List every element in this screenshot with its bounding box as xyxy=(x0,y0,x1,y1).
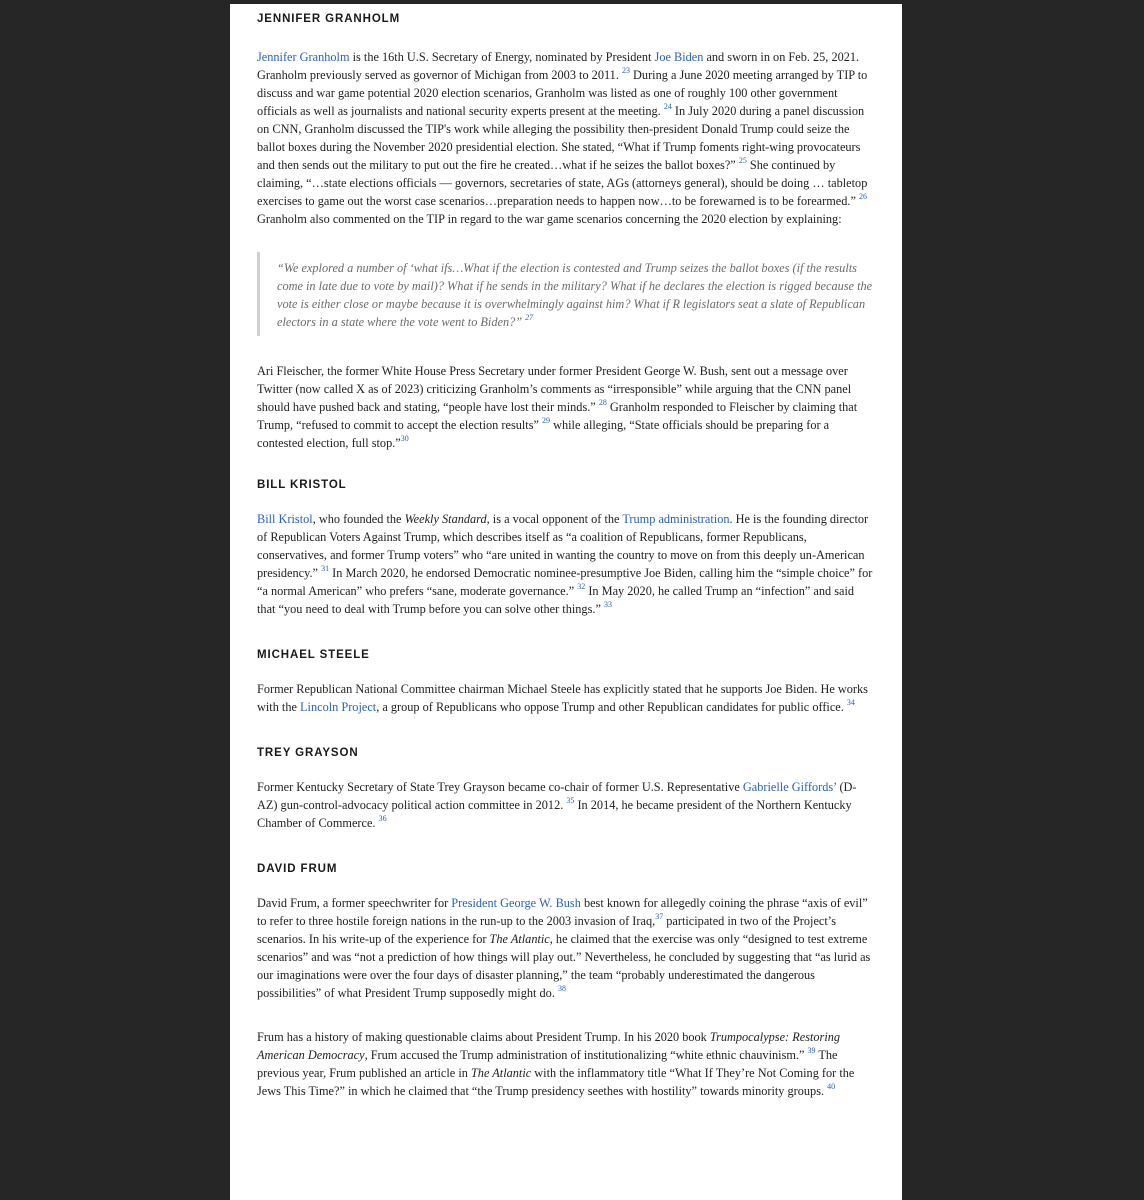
footnote-ref[interactable]: 30 xyxy=(400,433,409,443)
footnote-ref[interactable]: 35 xyxy=(566,795,575,805)
link-gabrielle-giffords[interactable]: Gabrielle Giffords’ xyxy=(742,780,837,794)
footnote-ref[interactable]: 37 xyxy=(655,911,664,921)
kristol-paragraph: Bill Kristol, who founded the Weekly Standard, is a vocal opponent of the Trump administration. He is the founding director of Republican Voters Against Trump, which describes itself as “a coalition of Republicans, former Republicans, conservatives, and former Trump voters” who “are united in wanting the country to move on from this deeply un-American presidency.” $^{31}$ In March 2020, he endorsed Democratic nominee-presumptive Joe Biden, calling him the “simple choice” for “a normal American” who prefers “sane, moderate governance.” $^{32}$ In May 2020, he called Trump an “infection” and said that “you need to deal with Trump before you can solve other things.” $^{33}$ xyxy=(257,512,873,616)
section-heading-granholm: JENNIFER GRANHOLM xyxy=(257,13,401,25)
link-trump-administration[interactable]: Trump administration xyxy=(622,512,730,526)
footnote-ref[interactable]: 36 xyxy=(378,813,387,823)
steele-paragraph: Former Republican National Committee chairman Michael Steele has explicitly stated that he supports Joe Biden. He works with the Lincoln Project, a group of Republicans who oppose Trump and other Republican candidates for public office. $^{34}$ xyxy=(257,682,868,714)
link-jennifer-granholm[interactable]: Jennifer Granholm xyxy=(257,50,350,64)
link-bill-kristol[interactable]: Bill Kristol xyxy=(257,512,313,526)
section-heading-kristol: BILL KRISTOL xyxy=(257,479,347,491)
footnote-ref[interactable]: 24 xyxy=(663,101,672,111)
footnote-ref[interactable]: 33 xyxy=(603,599,612,609)
section-heading-steele: MICHAEL STEELE xyxy=(257,649,370,661)
footnote-ref[interactable]: 39 xyxy=(807,1045,816,1055)
footnote-ref[interactable]: 40 xyxy=(827,1081,836,1091)
link-george-w-bush[interactable]: President George W. Bush xyxy=(451,896,581,910)
section-heading-grayson: TREY GRAYSON xyxy=(257,747,359,759)
footnote-ref[interactable]: 23 xyxy=(621,65,630,75)
granholm-paragraph-1: Jennifer Granholm is the 16th U.S. Secretary of Energy, nominated by President Joe Biden and sworn in on Feb. 25, 2021. Granholm previously served as governor of Michigan from 2003 to 2011. $^{23}$ During a June 2020 meeting arranged by TIP to discuss and war game potential 2020 election scenarios, Granholm was listed as one of roughly 100 other government officials as well as journalists and national security experts present at the meeting. $^{24}$ In July 2020 during a panel discussion on CNN, Granholm discussed the TIP's work while alleging the possibility then-president Donald Trump could seize the ballot boxes during the November 2020 presidential election. She stated, “What if Trump foments right-wing provocateurs and then sends out the military to put out the fire he created…what if he seizes the ballot boxes?” $^{25}$ She continued by claiming, “…state elections officials — governors, secretaries of state, AGs (attorneys general), should be doing … tabletop exercises to game out the worst case scenarios…preparation needs to happen now…to be forewarned is to be forearmed.” $^{26}$ Granholm also commented on the TIP in regard to the war game scenarios concerning the 2020 election by explaining: xyxy=(257,50,868,226)
footnote-ref[interactable]: 28 xyxy=(598,397,607,407)
footnote-ref[interactable]: 32 xyxy=(577,581,586,591)
link-joe-biden[interactable]: Joe Biden xyxy=(654,50,704,64)
footnote-ref[interactable]: 29 xyxy=(542,415,551,425)
granholm-blockquote: “We explored a number of ‘what ifs…What if the election is contested and Trump seizes the ballot boxes (if the results come in late due to vote by mail)? What if he sends in the military? What if he declares the election is rigged because the vote is either close or maybe because it is overwhelmingly against him? What if R legislators seat a slate of Republican electors in a state where the vote went to Biden?” $^{27}$ xyxy=(257,252,874,336)
footnote-ref[interactable]: 38 xyxy=(557,983,566,993)
section-heading-frum: DAVID FRUM xyxy=(257,863,338,875)
frum-paragraph-2: Frum has a history of making questionable claims about President Trump. In his 2020 book Trumpocalypse: Restoring American Democracy, Frum accused the Trump administration of institutionalizing “white ethnic chauvinism.” $^{39}$ The previous year, Frum published an article in The Atlantic with the inflammatory title “What If They’re Not Coming for the Jews This Time?” in which he claimed that “the Trump presidency seethes with hostility” towards minority groups. $^{40}$ xyxy=(257,1030,855,1098)
footnote-ref[interactable]: 34 xyxy=(846,697,855,707)
link-lincoln-project[interactable]: Lincoln Project xyxy=(300,700,377,714)
granholm-paragraph-2: Ari Fleischer, the former White House Press Secretary under former President George W. Bush, sent out a message over Twitter (now called X as of 2023) criticizing Granholm’s comments as “irresponsible” while arguing that the CNN panel should have pushed back and stating, “people have lost their minds.” $^{28}$ Granholm responded to Fleischer by claiming that Trump, “refused to commit to accept the election results” $^{29}$ while alleging, “State officials should be preparing for a contested election, full stop.”$^{30}$ xyxy=(257,364,858,450)
footnote-ref[interactable]: 31 xyxy=(321,563,330,573)
footnote-ref[interactable]: 25 xyxy=(738,155,747,165)
footnote-ref[interactable]: 26 xyxy=(858,191,867,201)
article-page xyxy=(230,4,902,1200)
frum-paragraph-1: David Frum, a former speechwriter for President George W. Bush best known for allegedly coining the phrase “axis of evil” to refer to three hostile foreign nations in the run-up to the 2003 invasion of Iraq,$^{37}$ participated in two of the Project’s scenarios. In his write-up of the experience for The Atlantic, he claimed that the exercise was only “designed to test extreme scenarios” and was “not a prediction of how things will play out.” Nevertheless, he concluded by suggesting that “as lurid as our imaginations were over the four days of disaster planning,” the team “probably underestimated the dangerous possibilities” of what President Trump supposedly might do. $^{38}$ xyxy=(257,896,871,1000)
footnote-ref[interactable]: 27 xyxy=(525,312,534,322)
grayson-paragraph: Former Kentucky Secretary of State Trey Grayson became co-chair of former U.S. Representative Gabrielle Giffords’ (D-AZ) gun-control-advocacy political action committee in 2012. $^{35}$ In 2014, he became president of the Northern Kentucky Chamber of Commerce. $^{36}$ xyxy=(257,780,857,830)
